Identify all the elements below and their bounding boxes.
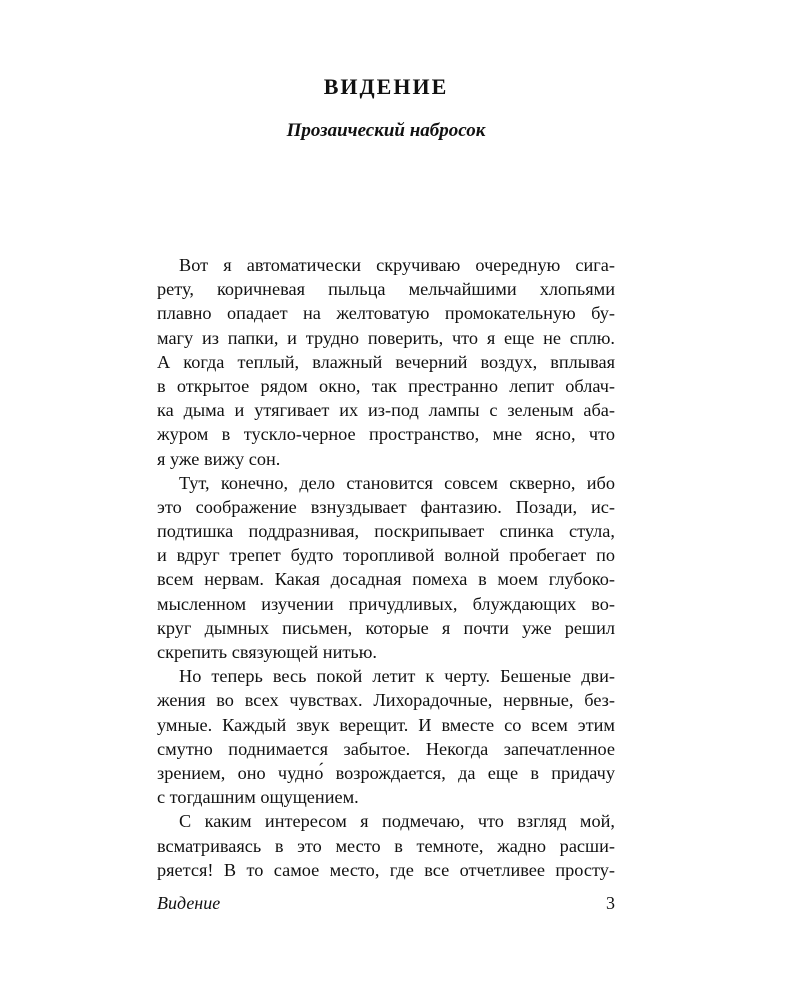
text-line: всматриваясь в это место в темноте, жадно расши-	[157, 835, 615, 856]
page-title: ВИДЕНИЕ	[323, 74, 449, 99]
text-line: и вдруг трепет будто торопливой волной пробегает по	[157, 545, 615, 566]
text-line: А когда теплый, влажный вечерний воздух, вплывая	[157, 351, 615, 372]
text-line: плавно опадает на желтоватую промокательную бу-	[157, 303, 615, 324]
body-text	[157, 253, 615, 882]
text-line: подтишка поддразнивая, поскрипывает спинка стула,	[157, 521, 615, 542]
text-line: С каким интересом я подмечаю, что взгляд мой,	[179, 811, 615, 832]
text-line: скрепить связующей нитью.	[157, 642, 377, 662]
text-line: Вот я автоматически скручиваю очередную сига-	[179, 255, 615, 275]
text-line: рету, коричневая пыльца мельчайшими хлопьями	[157, 279, 615, 300]
running-footer-title: Видение	[157, 893, 221, 913]
page-number: 3	[606, 893, 615, 913]
text-line: ряется! В то самое место, где все отчетливее просту-	[157, 859, 615, 880]
text-line: я уже вижу сон.	[157, 448, 281, 469]
text-line: смутно поднимается забытое. Некогда запечатленное	[157, 738, 615, 759]
text-line: Тут, конечно, дело становится совсем скверно, ибо	[179, 472, 615, 493]
text-line: всем нервам. Какая досадная помеха в моем глубоко-	[157, 569, 615, 590]
text-line: с тогдашним ощущением.	[157, 787, 359, 808]
text-line: магу из папки, и трудно поверить, что я еще не сплю.	[157, 327, 615, 348]
text-line: в открытое рядом окно, так престранно лепит облач-	[157, 375, 615, 396]
text-line: жения во всех чувствах. Лихорадочные, нервные, без-	[157, 690, 615, 711]
text-line: мысленном изучении причудливых, блуждающих во-	[157, 593, 615, 614]
text-line: ка дыма и утягивает их из-под лампы с зеленым аба-	[157, 400, 615, 421]
text-line: зрением, оно чудно́ возрождается, да еще в придачу	[157, 762, 615, 783]
page-subtitle: Прозаический набросок	[286, 120, 486, 141]
text-line: Но теперь весь покой летит к черту. Бешеные дви-	[179, 666, 615, 687]
text-line: круг дымных письмен, которые я почти уже решил	[157, 617, 615, 638]
text-line: журом в тускло-черное пространство, мне ясно, что	[157, 424, 615, 445]
text-line: умные. Каждый звук верещит. И вместе со всем этим	[157, 714, 615, 735]
text-line: это соображение взнуздывает фантазию. Позади, ис-	[157, 496, 615, 517]
